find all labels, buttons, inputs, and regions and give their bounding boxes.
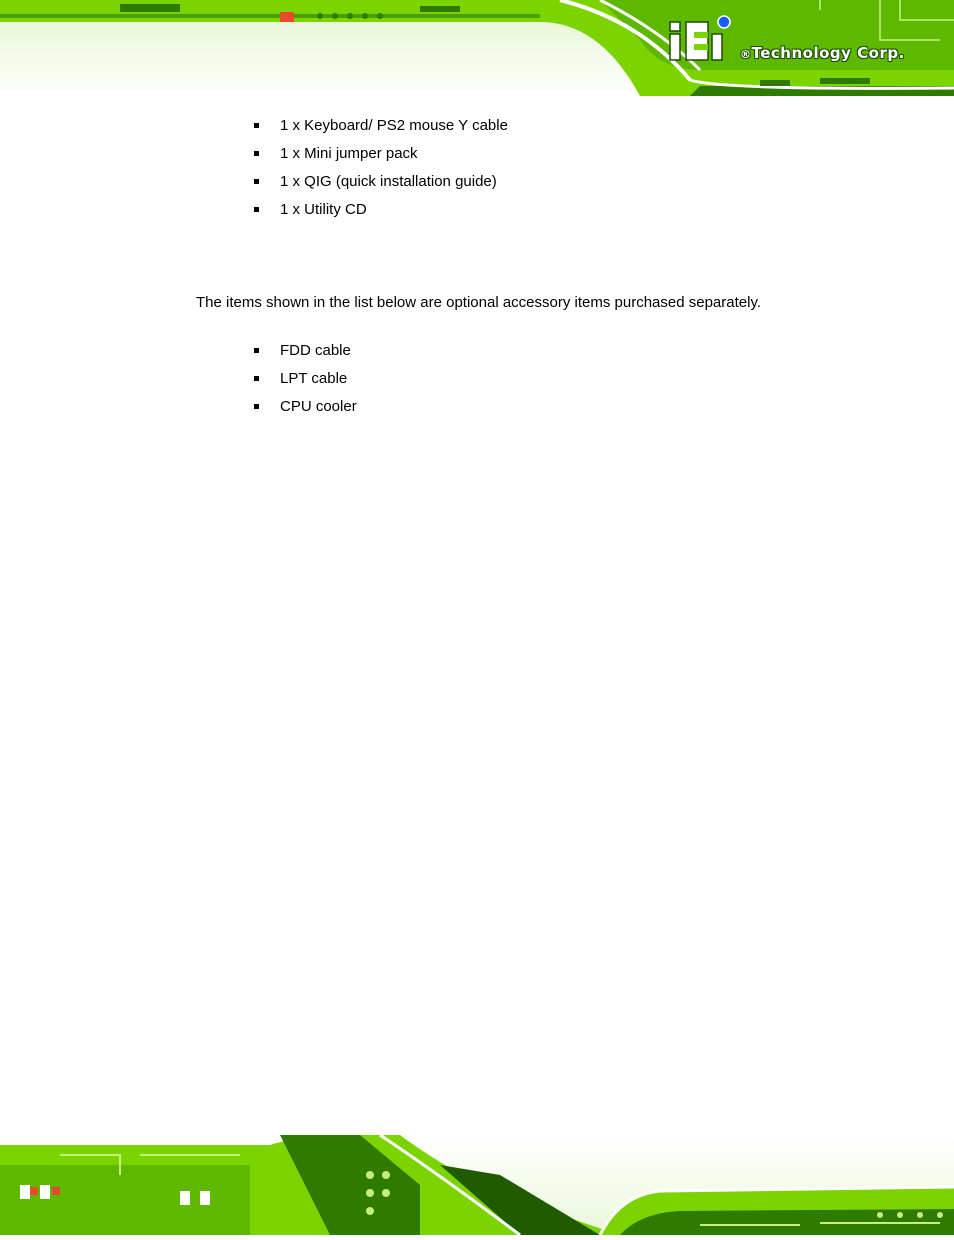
brand-name: [740, 44, 905, 62]
registered-mark: ®: [740, 48, 752, 61]
brand-logo: [666, 14, 926, 70]
brand-name-text: Technology Corp.: [751, 44, 905, 62]
header-band: [0, 0, 954, 100]
list-item-label: FDD cable: [280, 342, 351, 359]
bullet-icon: [254, 404, 259, 409]
bullet-icon: [254, 207, 259, 212]
bullet-icon: [254, 376, 259, 381]
footer-band: [0, 1135, 954, 1235]
list-item-label: 1 x Mini jumper pack: [280, 145, 418, 162]
list-item-label: CPU cooler: [280, 398, 357, 415]
list-item-label: LPT cable: [280, 370, 348, 387]
pcb-footer-graphic: [0, 1135, 954, 1235]
optional-items-intro: The items shown in the list below are optional accessory items purchased separately.: [196, 294, 761, 311]
bullet-icon: [254, 123, 259, 128]
list-item-label: 1 x Utility CD: [280, 201, 367, 218]
list-item-label: 1 x Keyboard/ PS2 mouse Y cable: [280, 117, 508, 134]
iei-logo-icon: [666, 14, 738, 70]
bullet-icon: [254, 348, 259, 353]
bullet-icon: [254, 179, 259, 184]
bullet-icon: [254, 151, 259, 156]
list-item-label: 1 x QIG (quick installation guide): [280, 173, 497, 190]
